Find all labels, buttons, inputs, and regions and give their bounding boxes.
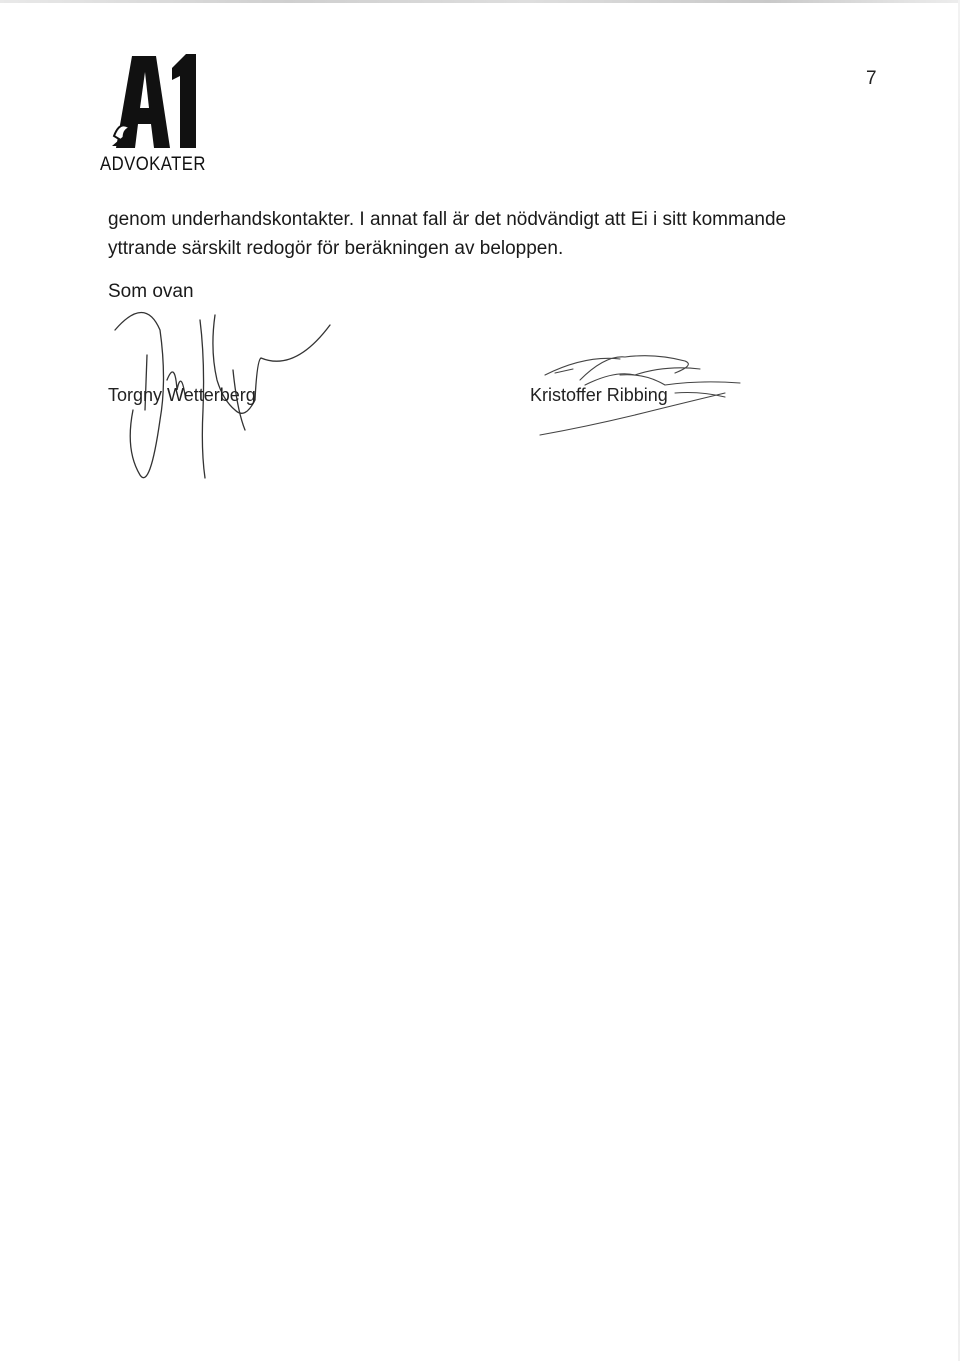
scan-edge-top — [0, 0, 960, 3]
signatory-name-right: Kristoffer Ribbing — [530, 385, 668, 405]
signatory-name-left: Torgny Wetterberg — [108, 385, 256, 405]
body-paragraph — [108, 205, 848, 263]
logo-wordmark: ADVOKATER — [100, 154, 206, 175]
body-line: genom underhandskontakter. I annat fall är det nödvändigt att Ei i sitt kommande — [108, 209, 787, 230]
page-number: 7 — [866, 68, 877, 89]
company-logo — [100, 50, 210, 180]
closing-phrase: Som ovan — [108, 281, 194, 302]
a1-logo-mark — [112, 50, 196, 148]
body-line: yttrande särskilt redogör för beräkningen av beloppen. — [108, 238, 564, 259]
